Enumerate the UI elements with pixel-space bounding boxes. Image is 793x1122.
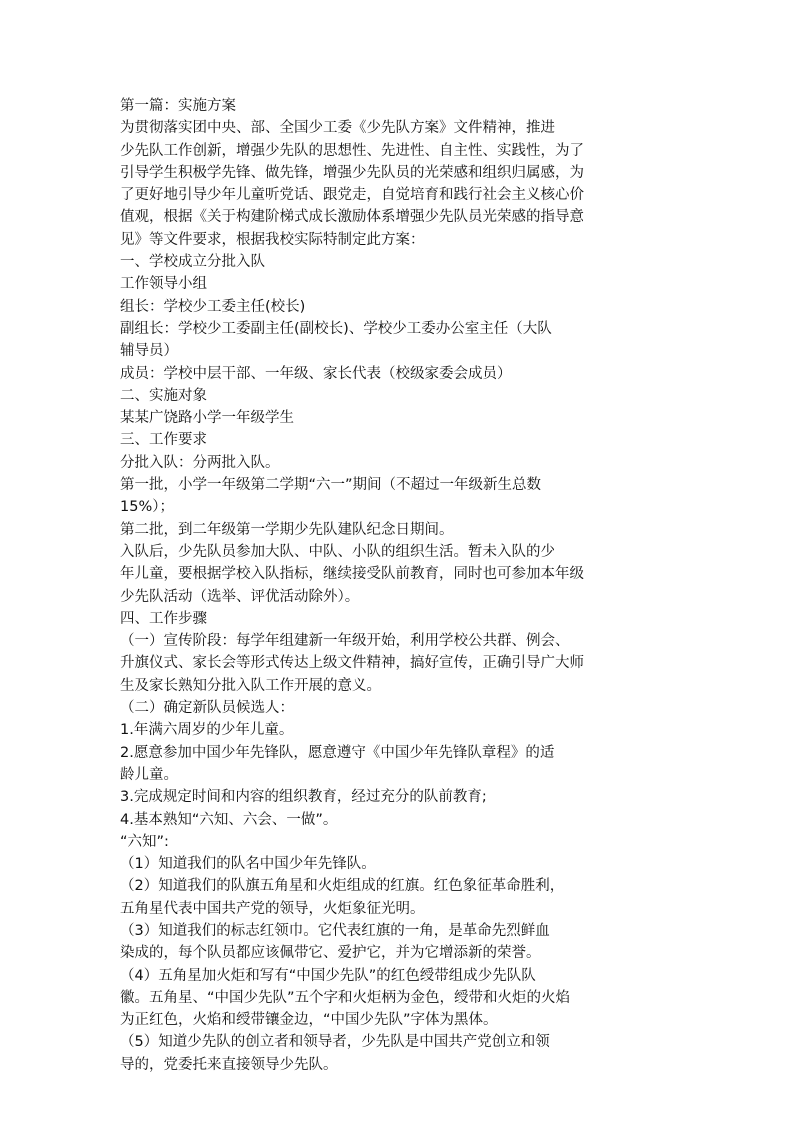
text-line: 辅导员） <box>120 343 178 360</box>
text-line: 导的，党委托来直接领导少先队。 <box>120 1056 338 1073</box>
text-line: 分批入队：分两批入队。 <box>120 454 280 471</box>
text-line: 3.完成规定时间和内容的组织教育，经过充分的队前教育; <box>120 789 487 806</box>
text-line: 生及家长熟知分批入队工作开展的意义。 <box>120 677 381 694</box>
text-line: 2.愿意参加中国少年先锋队，愿意遵守《中国少年先锋队章程》的适 <box>120 744 555 761</box>
text-line: 龄儿童。 <box>120 766 178 783</box>
text-line: 为正红色，火焰和绶带镶金边，“中国少先队”字体为黑体。 <box>120 1012 498 1029</box>
text-line: （5）知道少先队的创立者和领导者，少先队是中国共产党创立和领 <box>120 1034 550 1051</box>
text-line: 升旗仪式、家长会等形式传达上级文件精神，搞好宣传，正确引导广大师 <box>120 655 584 672</box>
text-line: “六知”: <box>120 833 169 850</box>
section-heading: 四、工作步骤 <box>120 610 207 627</box>
text-line: 某某广饶路小学一年级学生 <box>120 410 294 427</box>
text-line: 少先队活动（选举、评优活动除外）。 <box>120 588 360 605</box>
text-line: （2）知道我们的队旗五角星和火炬组成的红旗。红色象征革命胜利， <box>120 878 565 895</box>
text-line: 第二批，到二年级第一学期少先队建队纪念日期间。 <box>120 521 454 538</box>
section-heading: 三、工作要求 <box>120 432 207 449</box>
text-line: 1.年满六周岁的少年儿童。 <box>120 722 294 739</box>
text-line: 值观，根据《关于构建阶梯式成长激励体系增强少先队员光荣感的指导意 <box>120 209 584 226</box>
text-line: 五角星代表中国共产党的领导，火炬象征光明。 <box>120 900 425 917</box>
text-line: 徽。五角星、“中国少先队”五个字和火炬柄为金色，绶带和火炬的火焰 <box>120 989 571 1006</box>
text-line: 入队后，少先队员参加大队、中队、小队的组织生活。暂未入队的少 <box>120 543 555 560</box>
text-line: 副组长：学校少工委副主任(副校长)、学校少工委办公室主任（大队 <box>120 320 552 337</box>
text-line: （二）确定新队员候选人： <box>120 700 294 717</box>
document-body <box>120 95 640 1076</box>
text-line: 引导学生积极学先锋、做先锋，增强少先队员的光荣感和组织归属感，为 <box>120 164 584 181</box>
text-line: （一）宣传阶段：每学年组建新一年级开始，利用学校公共群、例会、 <box>120 633 570 650</box>
text-line: 组长：学校少工委主任(校长) <box>120 298 306 315</box>
text-line: 染成的，每个队员都应该佩带它、爱护它，并为它增添新的荣誉。 <box>120 945 541 962</box>
text-line: 少先队工作创新，增强少先队的思想性、先进性、自主性、实践性，为了 <box>120 142 584 159</box>
section-heading: 二、实施对象 <box>120 387 207 404</box>
text-line: （1）知道我们的队名中国少年先锋队。 <box>120 856 376 873</box>
text-line: 工作领导小组 <box>120 276 207 293</box>
section-heading: 一、学校成立分批入队 <box>120 254 265 271</box>
text-line: （3）知道我们的标志红领巾。它代表红旗的一角，是革命先烈鲜血 <box>120 922 550 939</box>
text-line: 4.基本熟知“六知、六会、一做”。 <box>120 811 338 828</box>
document-title: 第一篇：实施方案 <box>120 98 236 114</box>
text-line: 成员：学校中层干部、一年级、家长代表（校级家委会成员） <box>120 365 512 382</box>
text-line: 15%）； <box>120 499 174 516</box>
text-line: 了更好地引导少年儿童听党话、跟党走，自觉培育和践行社会主义核心价 <box>120 187 584 204</box>
text-line: 见》等文件要求，根据我校实际特制定此方案： <box>120 231 425 248</box>
text-line: 年儿童，要根据学校入队指标，继续接受队前教育，同时也可参加本年级 <box>120 566 584 583</box>
text-line: 第一批，小学一年级第二学期“六一”期间（不超过一年级新生总数 <box>120 477 542 494</box>
text-line: 为贯彻落实团中央、部、全国少工委《少先队方案》文件精神，推进 <box>120 120 555 137</box>
text-line: （4）五角星加火炬和写有“中国少先队”的红色绶带组成少先队队 <box>120 967 536 984</box>
